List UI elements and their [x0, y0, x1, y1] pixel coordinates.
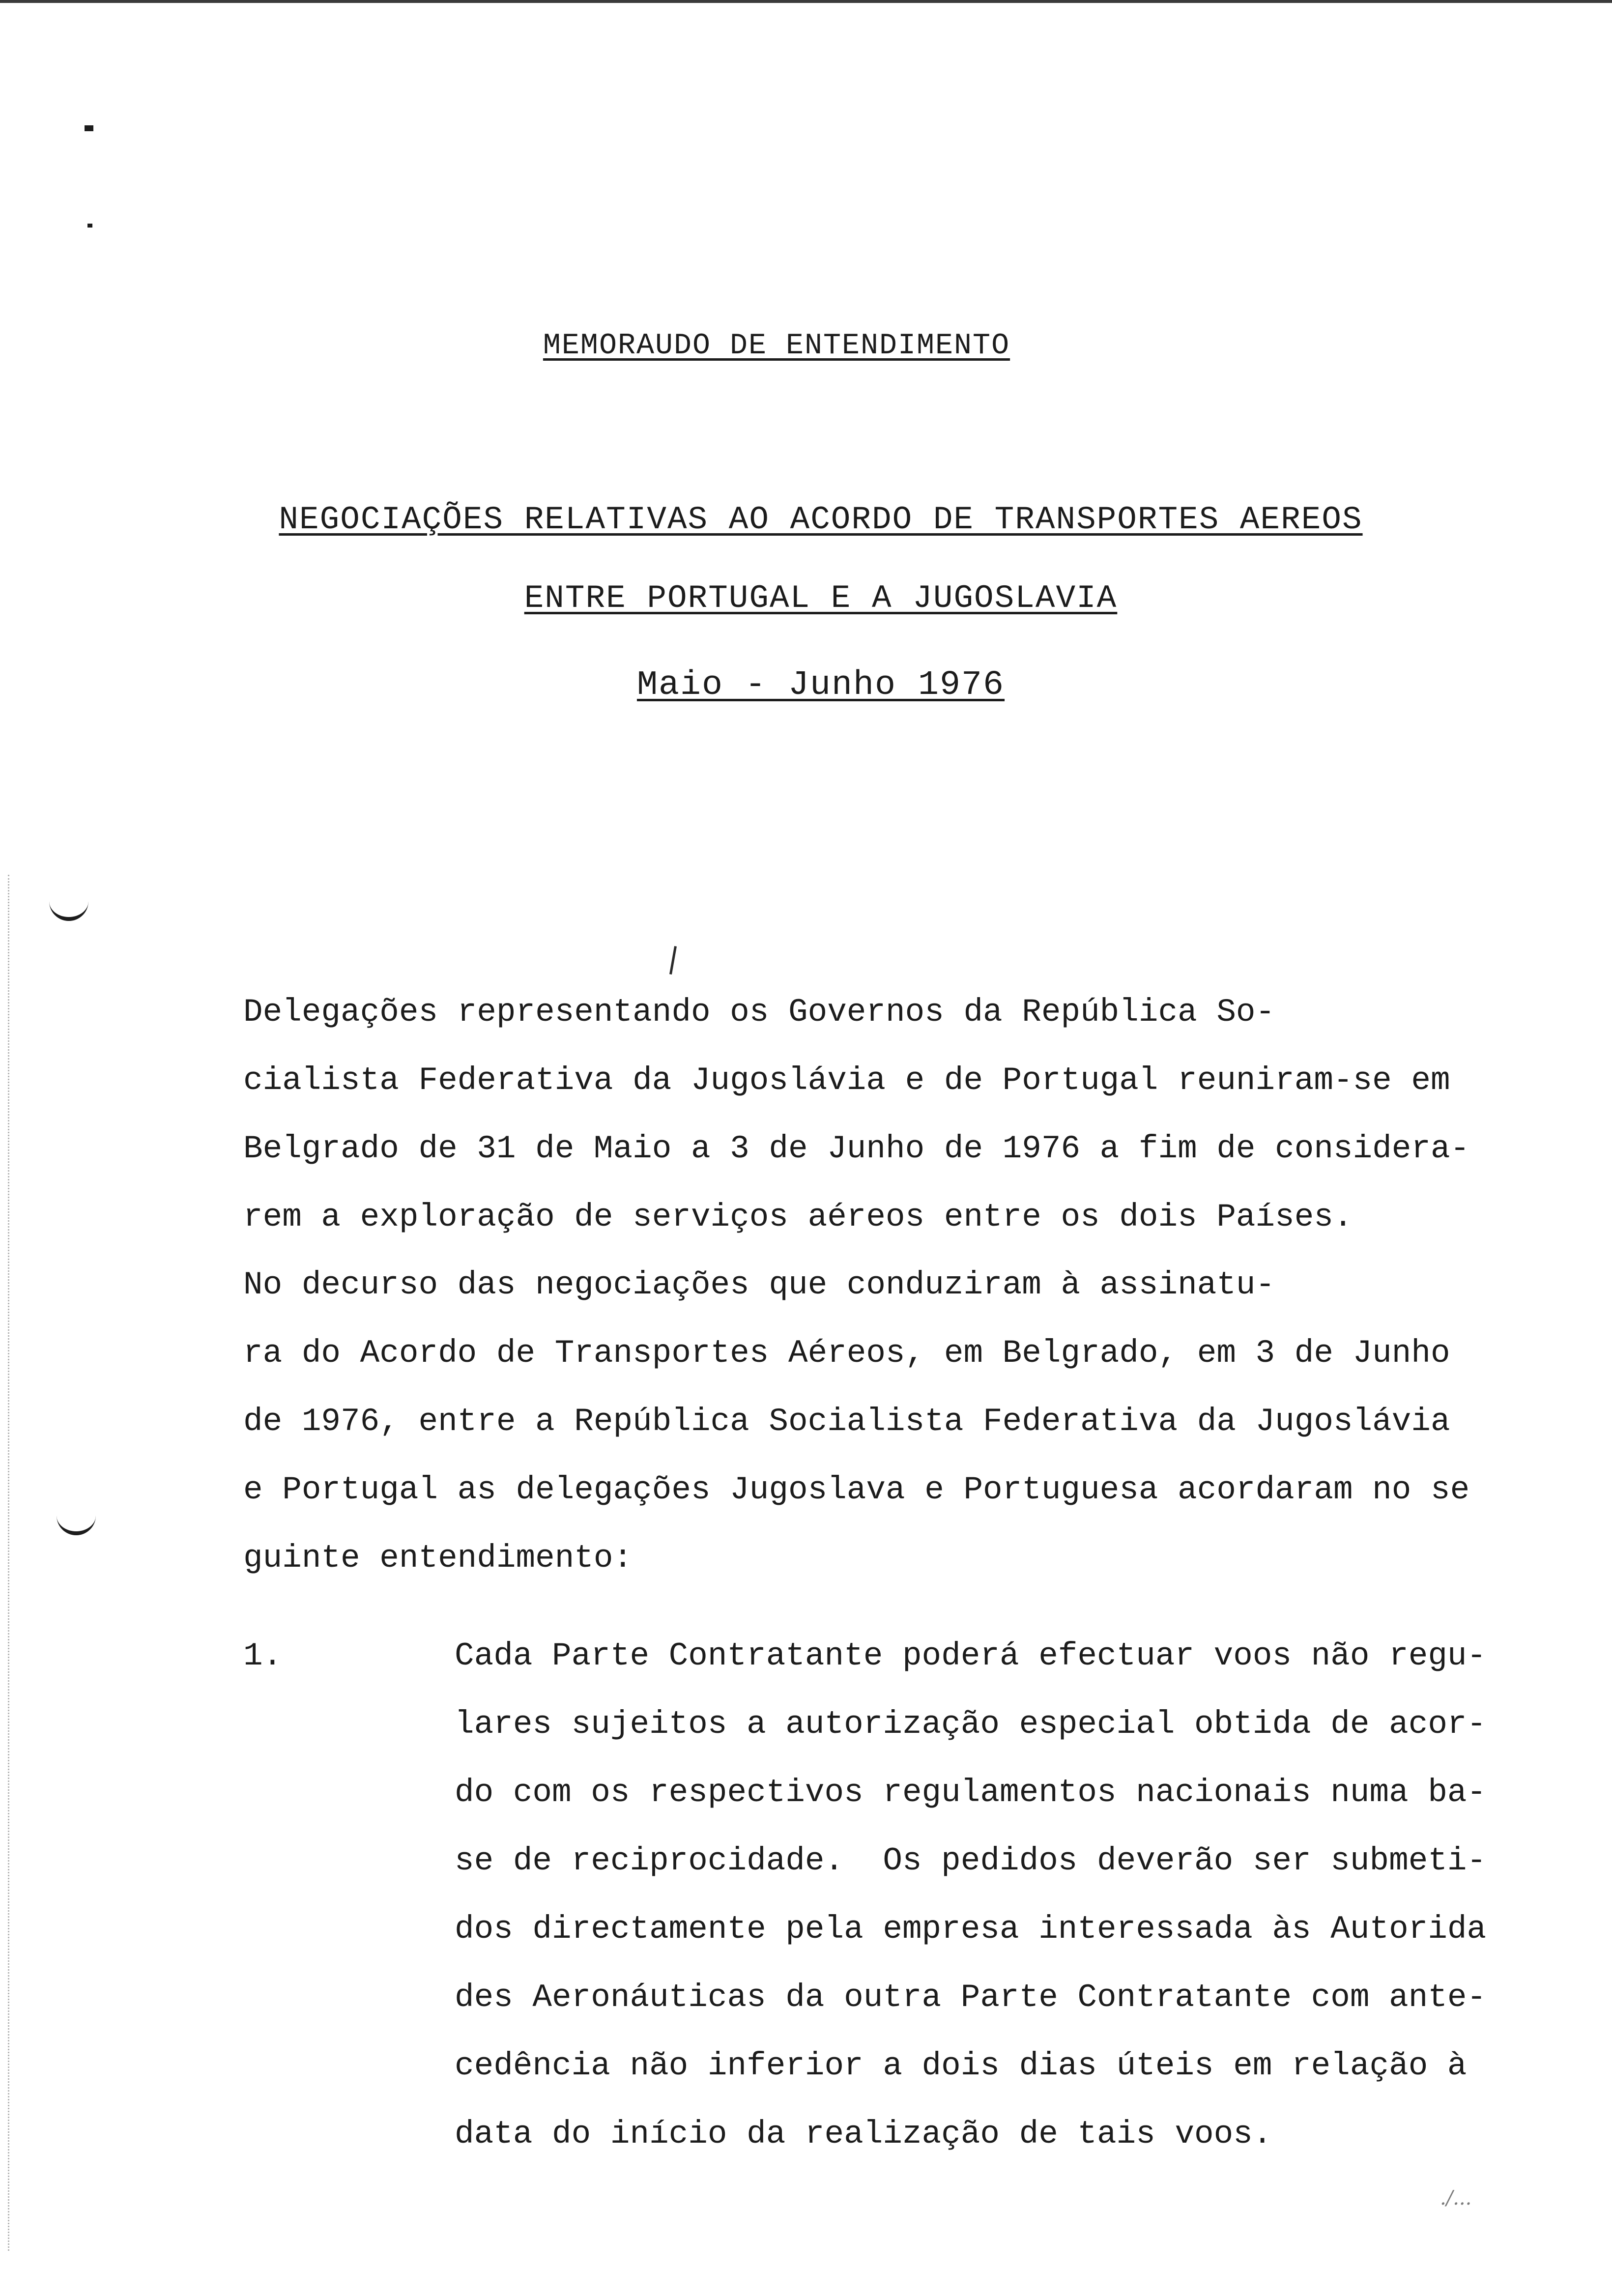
- continuation-mark: ./...: [1440, 2187, 1472, 2210]
- punch-hole-mark: [49, 899, 88, 921]
- document-title: [0, 329, 1583, 363]
- document-subtitle-line-1-text: NEGOCIAÇÕES RELATIVAS AO ACORDO DE TRANSPORTES AEREOS: [279, 501, 1363, 538]
- document-date-text: Maio - Junho 1976: [636, 666, 1005, 705]
- document-title-text: MEMORAUDO DE ENTENDIMENTO: [543, 329, 1010, 363]
- scan-mark: [87, 224, 92, 228]
- list-item-text: Cada Parte Contratante poderá efectuar voos não regu- lares sujeitos a autorização especial obtida de acor- do com os respectivos regulamentos nacionais numa ba- se de reciprocidade. Os pedidos deverão ser submeti- dos directamente pela empresa interessada às Autorida des Aeronáuticas da outra Parte Contratante com ante- cedência não inferior a dois dias úteis em relação à data do início da realização de tais voos.: [455, 1637, 1487, 2152]
- document-subtitle-line-1: [15, 501, 1612, 538]
- punch-hole-mark: [57, 1514, 96, 1535]
- scan-top-edge: [0, 0, 1612, 3]
- body-paragraph-1: Delegações representando os Governos da República So- cialista Federativa da Jugoslávia e de Portugal reuniram-se em Belgrado de 31 de Maio a 3 de Junho de 1976 a fim de considera- rem a exploração de serviços aéreos entre os dois Países.: [243, 994, 1470, 1235]
- list-item-number: 1.: [243, 1637, 283, 1674]
- scan-margin-dots: [8, 875, 11, 2251]
- body-paragraph-2: No decurso das negociações que conduziram à assinatu- ra do Acordo de Transportes Aéreos, em Belgrado, em 3 de Junho de 1976, entre a República Socialista Federativa da Jugoslávia e Portugal as delegações Jugoslava e Portuguesa acordaram no se guinte entendimento:: [243, 1266, 1470, 1577]
- document-subtitle-line-2-text: ENTRE PORTUGAL E A JUGOSLAVIA: [524, 580, 1118, 617]
- pen-stroke: [669, 946, 677, 975]
- document-date: [15, 666, 1612, 705]
- scan-mark: [85, 125, 93, 131]
- document-subtitle-line-2: [15, 580, 1612, 617]
